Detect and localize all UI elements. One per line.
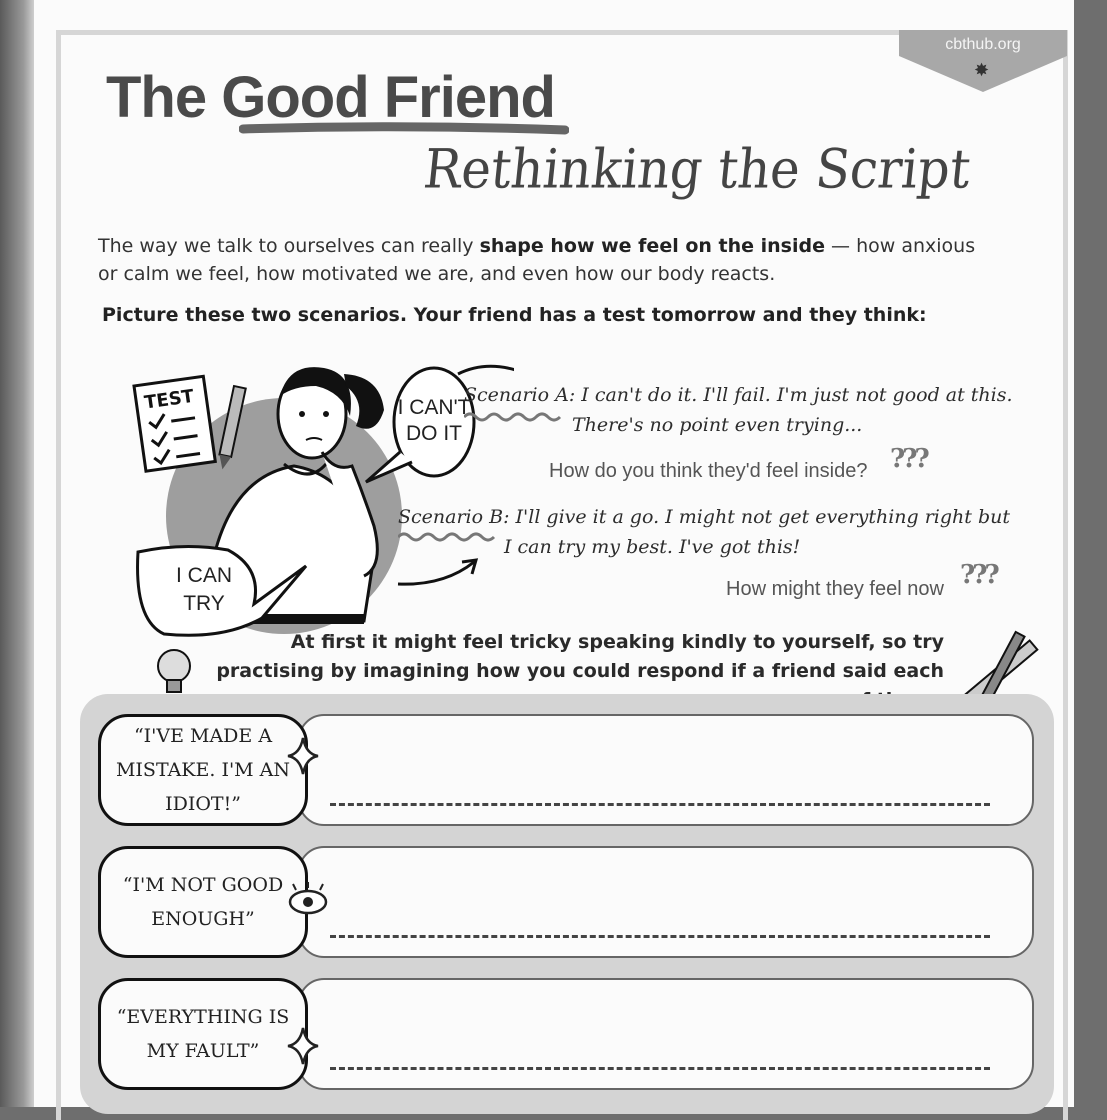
statement-box: “I'M NOT GOOD ENOUGH” [98,846,308,958]
scenario-b-question: How might they feel now [726,578,944,600]
scenario-a-question: How do you think they'd feel inside? [549,460,868,482]
can-line1: I CAN [175,564,233,587]
answer-line[interactable] [330,1065,990,1070]
exercise-row [98,978,1034,1090]
scenario-a-line2: There's no point even trying... [572,414,863,436]
question-marks-icon: ??? [890,444,927,474]
sparkle-icon [286,736,320,776]
title-underline [239,122,569,136]
brand-site[interactable]: cbthub.org [945,36,1021,53]
worksheet-page [34,0,1074,1107]
intro-paragraph [98,232,978,288]
answer-box[interactable] [298,846,1034,958]
scenario-b-text1: I'll give it a go. I might not get everything right but [509,506,1010,528]
cant-line1: I CAN'T [397,396,471,419]
scenario-b-line1 [398,506,1010,528]
arrow-a [458,366,514,380]
statement-box: “EVERYTHING IS MY FAULT” [98,978,308,1090]
page-subtitle: Rethinking the Script [420,137,974,201]
intro-text-2: — how anxious or calm we feel, how motivated we are, and even how our body reacts. [98,235,976,285]
answer-box[interactable] [298,978,1034,1090]
intro-text-1: The way we talk to ourselves can really [98,235,480,257]
test-paper-icon [134,376,215,471]
scenario-b-squiggle [398,532,498,542]
answer-line[interactable] [330,933,990,938]
arrow-b [398,562,474,584]
star-icon: ✸ [974,60,990,81]
can-line2: TRY [183,592,225,615]
eye-icon [286,882,330,918]
exercise-row [98,714,1034,826]
page-title: The Good Friend [106,65,555,130]
scenario-prompt: Picture these two scenarios. Your friend has a test tomorrow and they think: [102,304,927,326]
lightbulb-icon [158,650,190,692]
scenario-b-label: Scenario B: [398,506,510,528]
sparkle-icon [286,1026,320,1066]
scenario-a-label: Scenario A: [464,384,576,406]
question-marks-icon: ??? [960,560,997,590]
page-shadow [0,0,34,1107]
answer-line[interactable] [330,801,990,806]
answer-box[interactable] [298,714,1034,826]
statement-box: “I'VE MADE A MISTAKE. I'M AN IDIOT!” [98,714,308,826]
test-label: TEST [143,385,196,414]
scenario-b-line2: I can try my best. I've got this! [504,536,801,558]
scenario-a-squiggle [464,412,564,422]
exercise-row [98,846,1034,958]
scenario-a-text1: I can't do it. I'll fail. I'm just not good at this. [575,384,1013,406]
tip-line2: practising by imagining how you could respond if a friend said each [216,660,944,682]
tip-line1: At first it might feel tricky speaking kindly to yourself, so try [290,631,944,653]
scenario-a-line1 [464,384,1013,406]
intro-bold: shape how we feel on the inside [479,235,825,257]
cant-line2: DO IT [406,422,462,445]
